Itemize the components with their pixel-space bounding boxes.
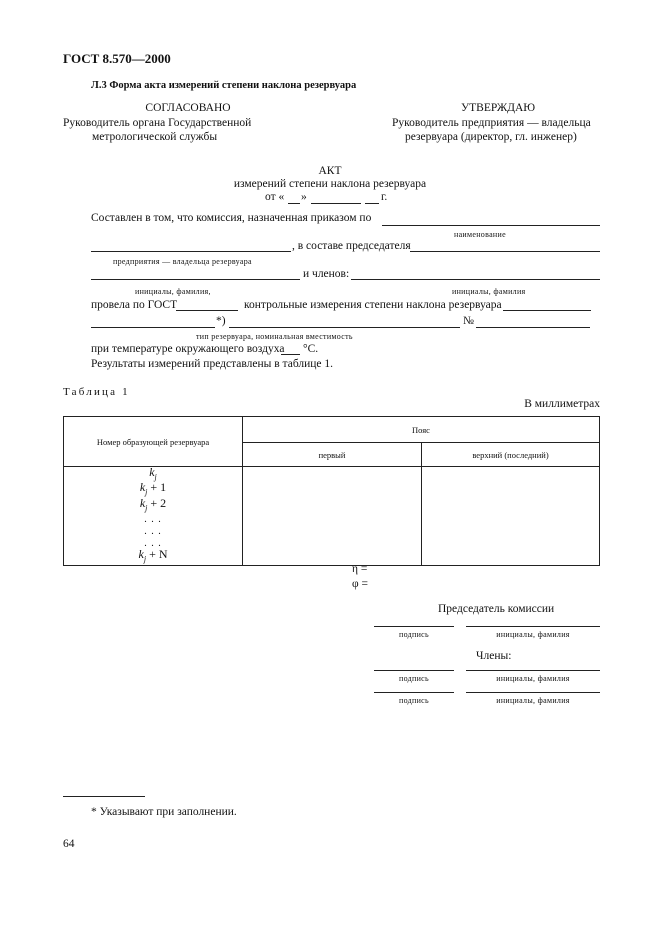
- member2-name-hint: инициалы, фамилия: [496, 696, 570, 705]
- act-subtitle: измерений степени наклона резервуара: [233, 178, 427, 190]
- approval-right-line1: Руководитель предприятия — владельца: [392, 117, 591, 129]
- k-subscript: j: [145, 503, 148, 513]
- k-symbol: k: [139, 495, 146, 510]
- approval-right-title: УТВЕРЖДАЮ: [461, 102, 536, 114]
- form-line5b: №: [463, 315, 474, 327]
- generatrix-row: [64, 495, 242, 513]
- header-first: первый: [243, 443, 422, 467]
- ellipsis-mark: . . .: [144, 538, 162, 550]
- header-top: верхний (последний): [422, 443, 600, 467]
- members-line[interactable]: [351, 279, 600, 280]
- date-year-line[interactable]: [365, 203, 379, 204]
- form-line6a: при температуре окружающего воздуха: [91, 343, 285, 355]
- gost-line[interactable]: [176, 310, 238, 311]
- approval-right-line2: резервуара (директор, гл. инженер): [405, 131, 577, 143]
- phi-label: φ =: [352, 578, 368, 590]
- hint-initials-1: инициалы, фамилия,: [135, 287, 211, 296]
- chairman-name-sign-line[interactable]: [466, 626, 600, 627]
- approval-left-title: СОГЛАСОВАНО: [145, 102, 231, 114]
- top-belt-cell[interactable]: [422, 467, 600, 566]
- form-line7: Результаты измерений представлены в таблице 1.: [91, 358, 334, 370]
- measurement-table: [63, 416, 600, 566]
- chairman-sign-line[interactable]: [374, 626, 454, 627]
- eta-label: η =: [352, 563, 368, 575]
- generatrix-row: [64, 513, 242, 525]
- date-day-line[interactable]: [288, 203, 300, 204]
- form-line5a: *): [216, 315, 226, 327]
- k-symbol: k: [139, 480, 146, 495]
- ellipsis-mark: . . .: [144, 526, 162, 538]
- hint-tank-type: тип резервуара, номинальная вместимость: [196, 332, 353, 341]
- act-title: АКТ: [318, 165, 342, 177]
- table-caption: Таблица 1: [63, 386, 130, 398]
- section-title: Л.3 Форма акта измерений степени наклона резервуара: [91, 80, 357, 91]
- member2-name-line[interactable]: [466, 692, 600, 693]
- form-line4a: провела по ГОСТ: [91, 299, 178, 311]
- k-offset: + 2: [147, 495, 167, 510]
- chairman-name-hint: инициалы, фамилия: [496, 630, 570, 639]
- k-symbol: k: [149, 465, 155, 479]
- approval-left-line2: метрологической службы: [92, 131, 218, 143]
- act-date-prefix: от «: [265, 191, 285, 203]
- approval-left-line1: Руководитель органа Государственной: [63, 117, 252, 129]
- org-name-line[interactable]: [91, 251, 291, 252]
- footnote-rule: [63, 796, 145, 797]
- generatrix-list: [64, 467, 242, 565]
- k-subscript: j: [154, 472, 157, 482]
- temperature-line[interactable]: [281, 354, 300, 355]
- form-line4b: контрольные измерения степени наклона резервуара: [244, 299, 502, 311]
- members-label: Члены:: [476, 650, 512, 662]
- member1-name-hint: инициалы, фамилия: [496, 674, 570, 683]
- hint-name: наименование: [454, 230, 506, 239]
- member2-sign-hint: подпись: [399, 696, 429, 705]
- k-symbol: k: [138, 547, 144, 562]
- chairman-label: Председатель комиссии: [438, 603, 555, 615]
- form-line2: , в составе председателя: [292, 240, 411, 252]
- first-belt-cell[interactable]: [243, 467, 422, 566]
- member2-sign-line[interactable]: [374, 692, 454, 693]
- generatrix-row: [64, 525, 242, 537]
- chairman-name-line[interactable]: [91, 279, 300, 280]
- member1-sign-hint: подпись: [399, 674, 429, 683]
- hint-initials-2: инициалы, фамилия: [452, 287, 526, 296]
- act-date-mid: »: [301, 191, 307, 203]
- order-org-line[interactable]: [382, 225, 600, 226]
- tank-cont-line[interactable]: [91, 327, 215, 328]
- header-generatrix: Номер образующей резервуара: [64, 417, 243, 467]
- tank-number-line[interactable]: [476, 327, 590, 328]
- ellipsis-mark: . . .: [144, 514, 162, 526]
- k-subscript: j: [143, 554, 147, 564]
- hint-org: предприятия — владельца резервуара: [113, 257, 252, 266]
- k-offset: + 1: [147, 480, 167, 495]
- page-number: 64: [63, 838, 75, 850]
- k-offset: + N: [146, 547, 168, 562]
- generatrix-row: [64, 549, 242, 564]
- k-subscript: j: [145, 487, 148, 497]
- chairman-line[interactable]: [410, 251, 600, 252]
- chairman-sign-hint: подпись: [399, 630, 429, 639]
- form-line1: Составлен в том, что комиссия, назначенная приказом по: [91, 212, 372, 224]
- member1-sign-line[interactable]: [374, 670, 454, 671]
- tank-type-line[interactable]: [229, 327, 460, 328]
- header-belt: Пояс: [243, 417, 600, 443]
- footnote-text: * Указывают при заполнении.: [91, 806, 237, 818]
- document-code: ГОСТ 8.570—2000: [63, 51, 171, 66]
- form-line3: и членов:: [303, 268, 350, 280]
- table-units: В миллиметрах: [524, 398, 600, 410]
- act-date-suffix: г.: [381, 191, 388, 203]
- generatrix-cell: [64, 467, 243, 566]
- date-month-line[interactable]: [311, 203, 361, 204]
- member1-name-line[interactable]: [466, 670, 600, 671]
- tank-line[interactable]: [503, 310, 591, 311]
- form-line6b: °C.: [303, 343, 319, 355]
